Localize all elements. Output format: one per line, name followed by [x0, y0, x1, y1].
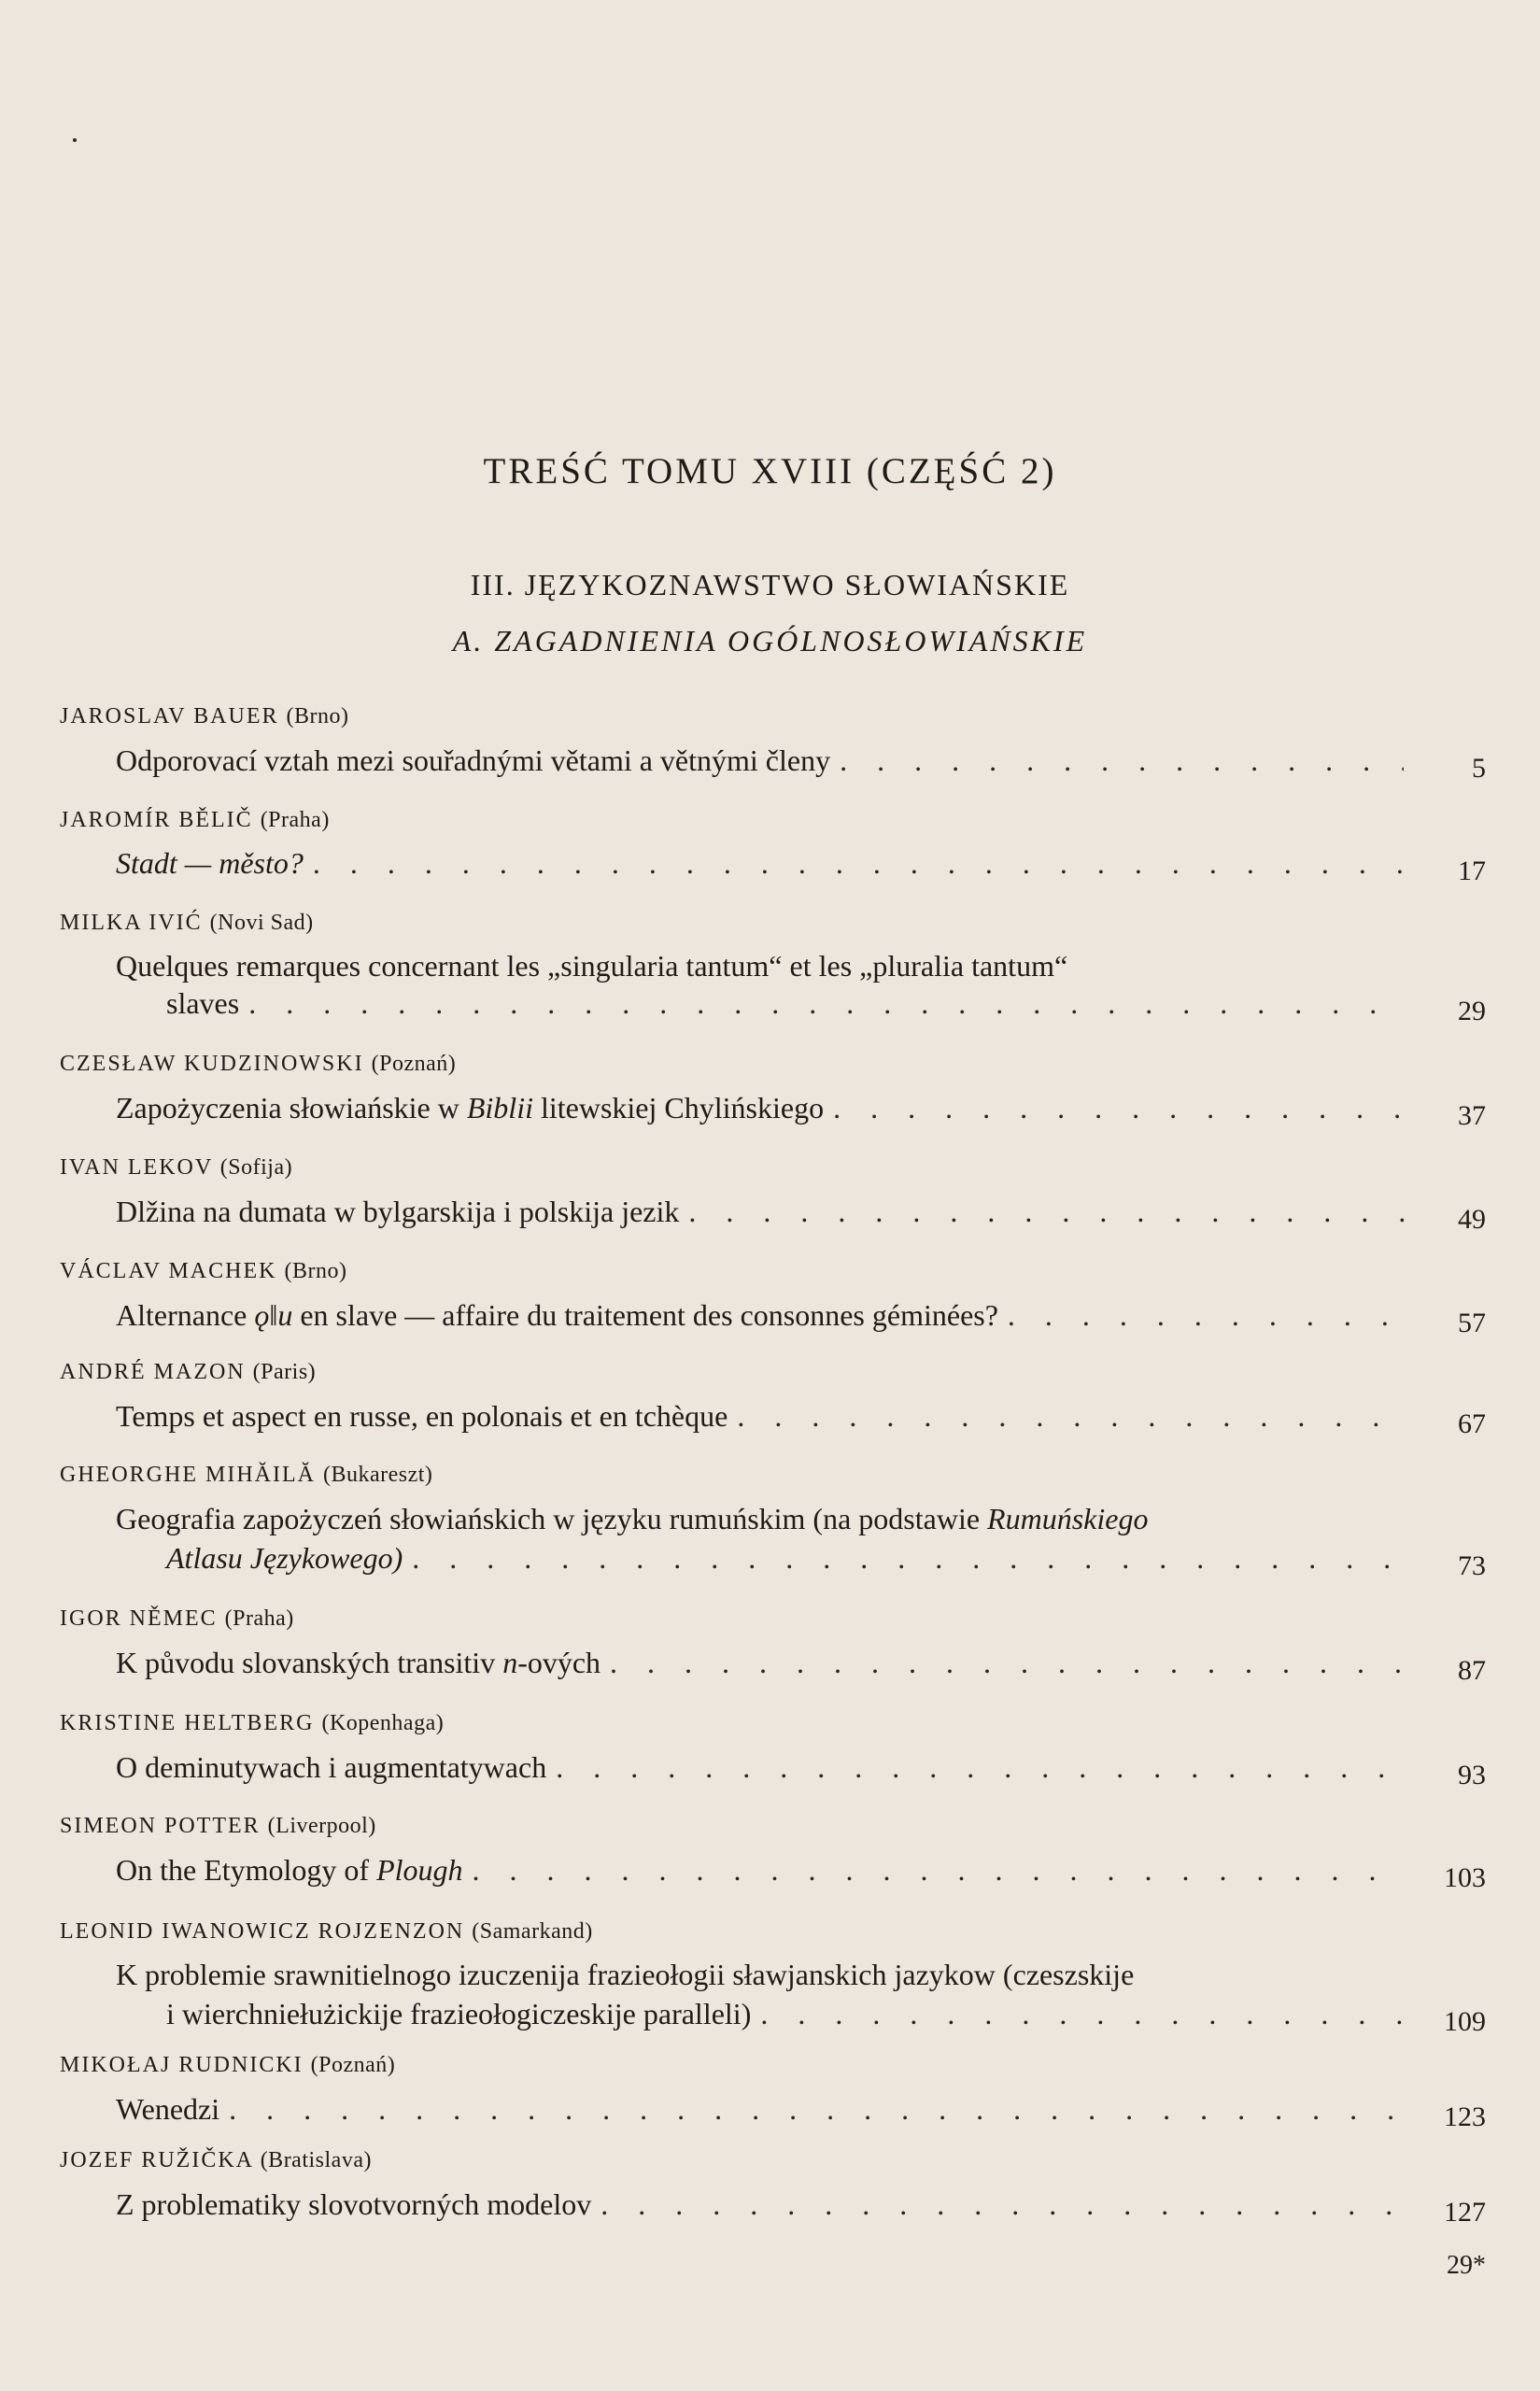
entry-title[interactable]: Alternance ǫ‖u en slave — affaire du traitement des consonnes géminées? . . . [116, 1298, 1404, 1336]
entry-page-number: 67 [1458, 1408, 1486, 1439]
entry-page-number: 73 [1458, 1550, 1486, 1581]
entry-author: GHEORGHE MIHĂILĂ (Bukareszt) [60, 1463, 433, 1487]
entry-page-number: 87 [1458, 1655, 1486, 1686]
entry-author: LEONID IWANOWICZ ROJZENZON (Samarkand) [60, 1919, 593, 1944]
entry-title-continued[interactable]: Atlasu Językowego) . . . [166, 1541, 1404, 1578]
entry-author: JAROSLAV BAUER (Brno) [60, 704, 349, 729]
entry-title[interactable]: On the Etymology of Plough . . . [116, 1853, 1404, 1890]
entry-title[interactable]: Zapożyczenia słowiańskie w Biblii litewskiej Chylińskiego . . . [116, 1091, 1404, 1128]
entry-title[interactable]: Odporovací vztah mezi souřadnými větami a větnými členy . . . [116, 743, 1404, 781]
entry-author: ANDRÉ MAZON (Paris) [60, 1360, 317, 1384]
entry-author: VÁCLAV MACHEK (Brno) [60, 1259, 347, 1283]
entry-page-number: 123 [1444, 2101, 1486, 2132]
entry-author: SIMEON POTTER (Liverpool) [60, 1814, 376, 1838]
folio-number: 29* [1447, 2251, 1486, 2280]
entry-title[interactable]: K původu slovanských transitiv n-ových . . . [116, 1646, 1404, 1683]
entry-page-number: 29 [1458, 996, 1486, 1026]
entry-page-number: 49 [1458, 1204, 1486, 1235]
entry-title-continued[interactable]: i wierchniełużickije frazieołogiczeskije paralleli) . . . [166, 1997, 1404, 2034]
subsection-heading: A. ZAGADNIENIA OGÓLNOSŁOWIAŃSKIE [452, 624, 1088, 658]
entry-title-continued[interactable]: slaves . . . [166, 986, 1404, 1024]
entry-title[interactable]: Wenedzi . . . [116, 2092, 1404, 2129]
entry-author: JOZEF RUŽIČKA (Bratislava) [60, 2148, 372, 2172]
entry-title[interactable]: Dlžina na dumata w bylgarskija i polskija jezik . . . [116, 1195, 1404, 1232]
entry-page-number: 93 [1458, 1760, 1486, 1790]
entry-page-number: 103 [1444, 1862, 1486, 1893]
entry-title[interactable]: Quelques remarques concernant les „singularia tantum“ et les „pluralia tantum“ [116, 949, 1068, 983]
entry-page-number: 109 [1444, 2006, 1486, 2037]
entry-title[interactable]: O deminutywach i augmentatywach . . . [116, 1750, 1404, 1788]
entry-author: KRISTINE HELTBERG (Kopenhaga) [60, 1711, 445, 1735]
entry-author: JAROMÍR BĚLIČ (Praha) [60, 808, 330, 832]
page-title: TREŚĆ TOMU XVIII (CZĘŚĆ 2) [483, 451, 1057, 491]
section-heading: III. JĘZYKOZNAWSTWO SŁOWIAŃSKIE [470, 568, 1070, 601]
entry-author: MIKOŁAJ RUDNICKI (Poznań) [60, 2053, 396, 2077]
entry-page-number: 5 [1472, 753, 1486, 784]
entry-title[interactable]: Temps et aspect en russe, en polonais et en tchèque . . . [116, 1399, 1404, 1436]
entry-page-number: 127 [1444, 2197, 1486, 2228]
entry-author: CZESŁAW KUDZINOWSKI (Poznań) [60, 1052, 457, 1076]
entry-title[interactable]: Z problematiky slovotvorných modelov . . . [116, 2187, 1404, 2225]
entry-author: IVAN LEKOV (Sofija) [60, 1155, 293, 1180]
entry-author: IGOR NĚMEC (Praha) [60, 1606, 294, 1631]
entry-page-number: 17 [1458, 856, 1486, 886]
entry-title[interactable]: Stadt — město? . . . [116, 846, 1404, 884]
entry-page-number: 57 [1458, 1308, 1486, 1338]
entry-title[interactable]: K problemie srawnitielnogo izuczenija frazieołogii sławjanskich jazykow (czeszskije [116, 1958, 1135, 1991]
entry-author: MILKA IVIĆ (Novi Sad) [60, 911, 314, 935]
entry-page-number: 37 [1458, 1100, 1486, 1131]
entry-title[interactable]: Geografia zapożyczeń słowiańskich w języku rumuńskim (na podstawie Rumuńskiego [116, 1502, 1149, 1535]
ink-speck [73, 138, 77, 142]
